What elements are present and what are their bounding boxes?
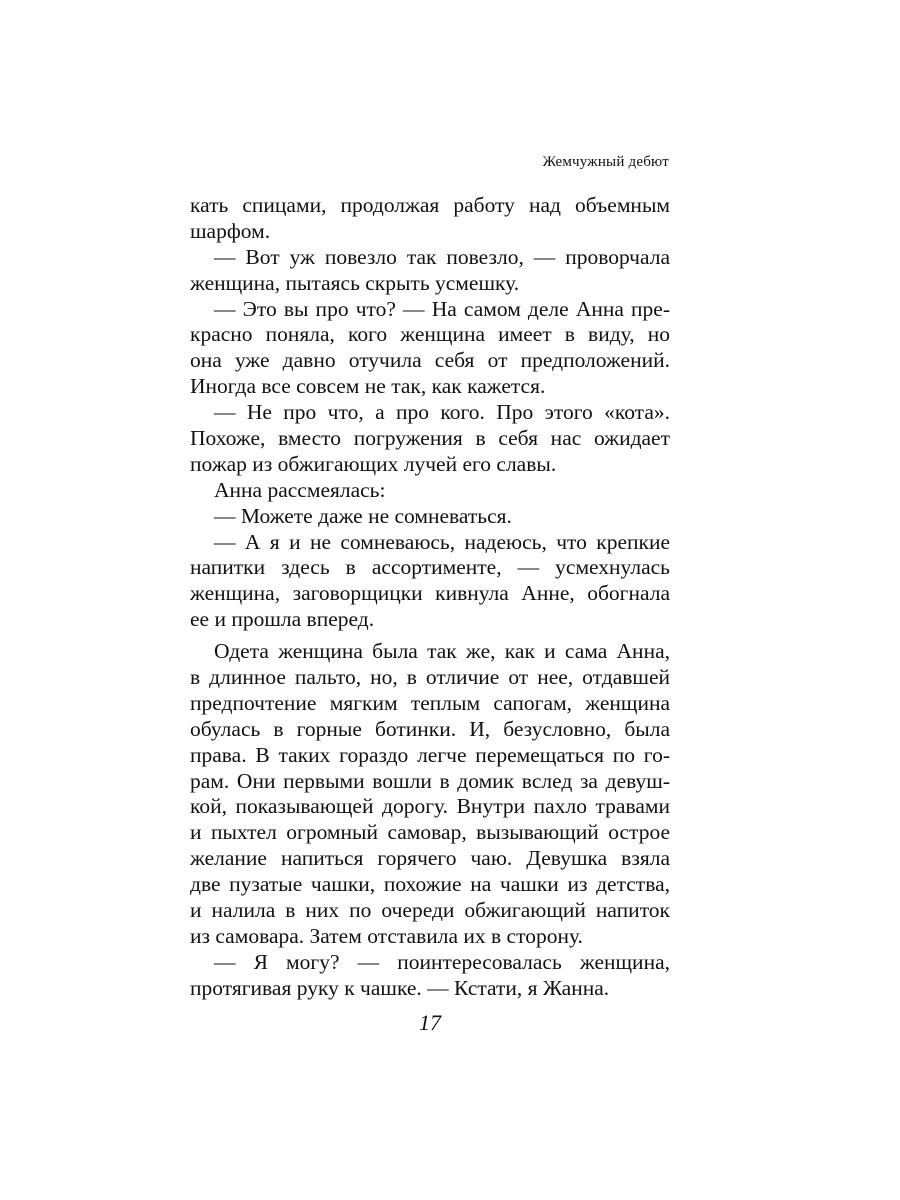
text-line: из самовара. Затем отставила их в сторону. [190,923,583,948]
running-head: Жемчужный дебют [542,154,669,170]
text-line: — Не про что, а про кого. Про этого «кота». [214,400,670,425]
text-line: Похоже, вместо погружения в себя нас ожидает [190,426,670,451]
text-line: рам. Они первыми вошли в домик вслед за девуш- [190,768,670,793]
paragraph [190,504,670,530]
text-line: обулась в горные ботинки. И, безусловно, была [190,716,670,741]
text-line: — Это вы про что? — На самом деле Анна пре- [214,296,670,321]
text-line: она уже давно отучила себя от предположений. [190,348,670,373]
text-line: — А я и не сомневаюсь, надеюсь, что крепкие [214,529,670,554]
text-line: Одета женщина была так же, как и сама Анна, [214,639,670,664]
paragraph [190,400,670,478]
body-text [190,193,670,1002]
text-line: женщина, заговорщицки кивнула Анне, обогнала [190,581,670,606]
paragraph [190,530,670,634]
text-line: Иногда все совсем не так, как кажется. [190,374,546,399]
paragraph [190,478,670,504]
text-line: ее и прошла вперед. [190,607,375,632]
paragraph [190,950,670,1002]
text-line: женщина, пытаясь скрыть усмешку. [190,270,520,295]
paragraph [190,245,670,297]
text-line: права. В таких гораздо легче перемещаться по го- [190,742,670,767]
text-line: предпочтение мягким теплым сапогам, женщина [190,690,670,715]
text-line: красно поняла, кого женщина имеет в виду, но [190,322,670,347]
text-line: шарфом. [190,218,271,243]
text-line: — Вот уж повезло так повезло, — проворчала [214,244,670,269]
paragraph [190,193,670,245]
paragraph [190,297,670,401]
page-number: 17 [419,1010,441,1035]
text-line: в длинное пальто, но, в отличие от нее, отдавшей [190,665,670,690]
paragraph [190,639,670,950]
text-line: и налила в них по очереди обжигающий напиток [190,898,670,923]
text-line: напитки здесь в ассортименте, — усмехнулась [190,555,670,580]
text-line: протягивая руку к чашке. — Кстати, я Жанна. [190,975,610,1000]
text-line: — Я могу? — поинтересовалась женщина, [214,949,670,974]
text-line: пожар из обжигающих лучей его славы. [190,451,557,476]
text-line: Анна рассмеялась: [214,477,386,502]
text-line: кой, показывающей дорогу. Внутри пахло травами [190,794,670,819]
text-line: желание напиться горячего чаю. Девушка взяла [190,846,670,871]
text-line: и пыхтел огромный самовар, вызывающий острое [190,820,670,845]
text-line: две пузатые чашки, похожие на чашки из детства, [190,872,670,897]
text-line: — Можете даже не сомневаться. [214,503,512,528]
text-line: кать спицами, продолжая работу над объемным [190,193,670,217]
